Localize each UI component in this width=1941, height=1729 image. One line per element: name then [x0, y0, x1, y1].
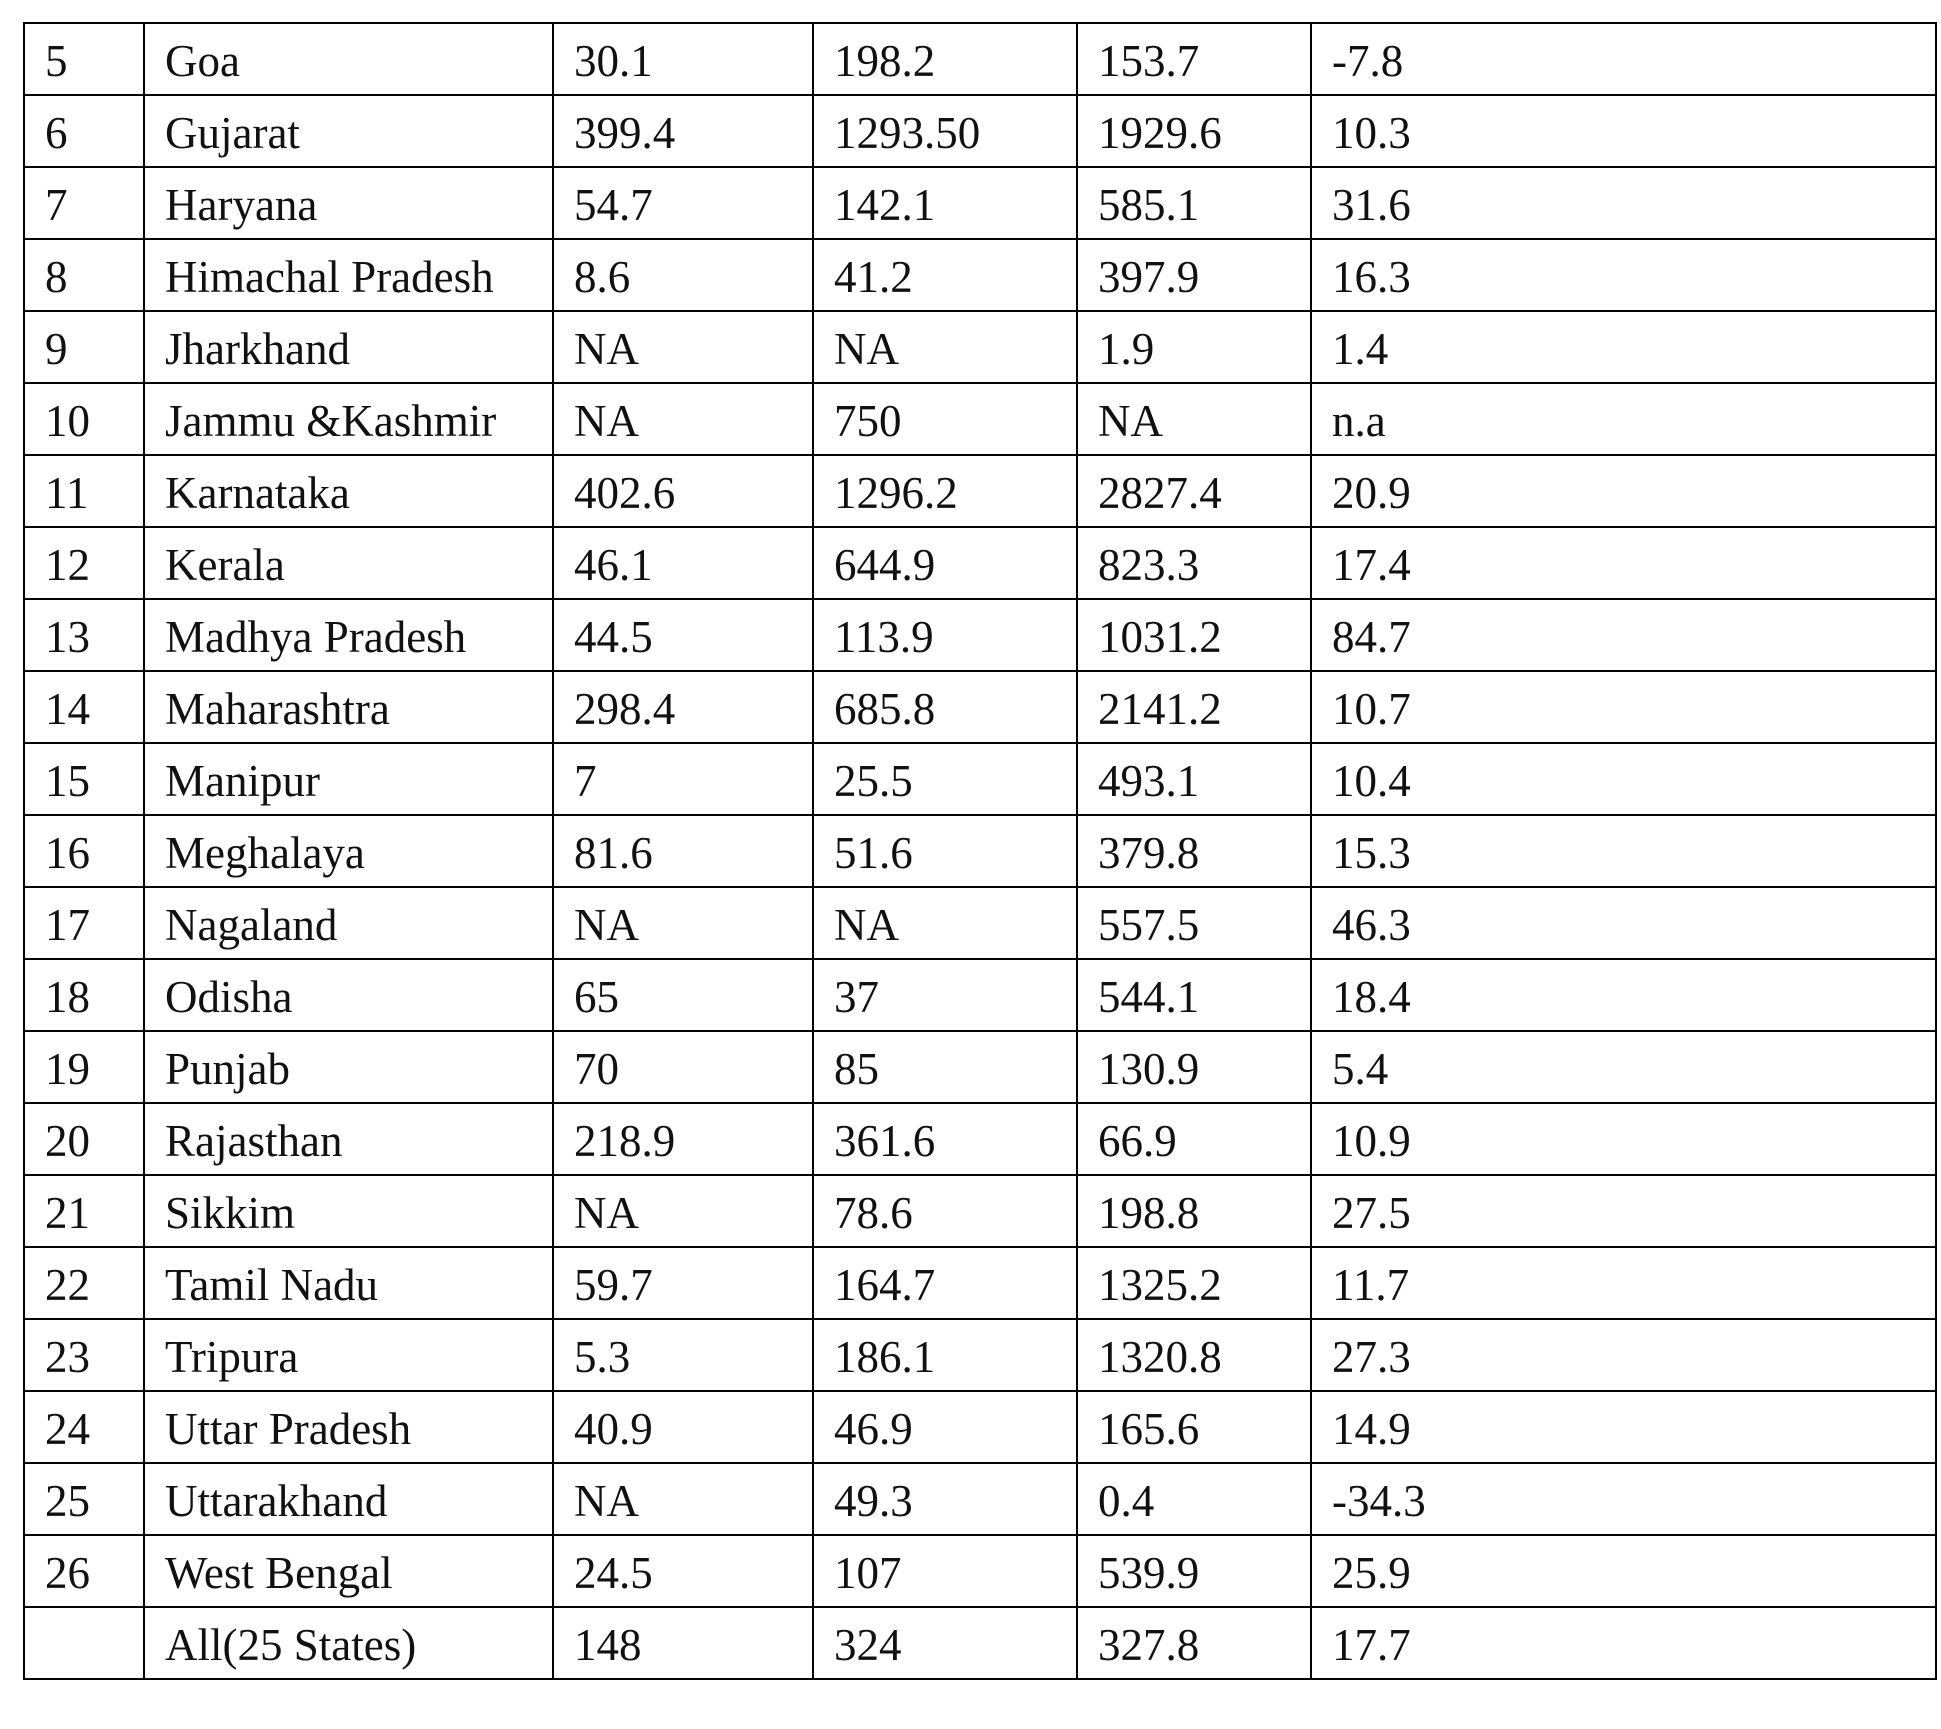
value-cell-col1: 70 — [553, 1031, 813, 1103]
value-cell-col1: NA — [553, 1175, 813, 1247]
value-cell-col4: 15.3 — [1311, 815, 1936, 887]
value-cell-col4: 10.7 — [1311, 671, 1936, 743]
table-row — [24, 1175, 1936, 1247]
value-cell-col2: 644.9 — [813, 527, 1077, 599]
state-name-cell: Sikkim — [144, 1175, 553, 1247]
state-name-cell: Madhya Pradesh — [144, 599, 553, 671]
value-cell-col2: 186.1 — [813, 1319, 1077, 1391]
state-name-cell: Jharkhand — [144, 311, 553, 383]
value-cell-col3: 0.4 — [1077, 1463, 1311, 1535]
value-cell-col3: 165.6 — [1077, 1391, 1311, 1463]
serial-number-cell: 21 — [24, 1175, 144, 1247]
serial-number-cell: 25 — [24, 1463, 144, 1535]
value-cell-col4: 10.9 — [1311, 1103, 1936, 1175]
state-name-cell: Odisha — [144, 959, 553, 1031]
value-cell-col4: 46.3 — [1311, 887, 1936, 959]
value-cell-col2: 107 — [813, 1535, 1077, 1607]
serial-number-cell — [24, 1607, 144, 1679]
table-row — [24, 23, 1936, 95]
state-name-cell: Tamil Nadu — [144, 1247, 553, 1319]
value-cell-col4: 10.3 — [1311, 95, 1936, 167]
serial-number-cell: 17 — [24, 887, 144, 959]
value-cell-col3: 539.9 — [1077, 1535, 1311, 1607]
state-name-cell: Nagaland — [144, 887, 553, 959]
value-cell-col3: 379.8 — [1077, 815, 1311, 887]
value-cell-col2: 1293.50 — [813, 95, 1077, 167]
value-cell-col4: 84.7 — [1311, 599, 1936, 671]
value-cell-col1: 402.6 — [553, 455, 813, 527]
value-cell-col3: NA — [1077, 383, 1311, 455]
table-row — [24, 1319, 1936, 1391]
state-name-cell: West Bengal — [144, 1535, 553, 1607]
value-cell-col4: -7.8 — [1311, 23, 1936, 95]
value-cell-col3: 66.9 — [1077, 1103, 1311, 1175]
table-row — [24, 1391, 1936, 1463]
value-cell-col2: NA — [813, 311, 1077, 383]
table-row — [24, 887, 1936, 959]
value-cell-col4: 1.4 — [1311, 311, 1936, 383]
value-cell-col1: NA — [553, 311, 813, 383]
serial-number-cell: 22 — [24, 1247, 144, 1319]
value-cell-col3: 557.5 — [1077, 887, 1311, 959]
table-body — [24, 23, 1936, 1679]
serial-number-cell: 23 — [24, 1319, 144, 1391]
value-cell-col4: 5.4 — [1311, 1031, 1936, 1103]
value-cell-col4: 14.9 — [1311, 1391, 1936, 1463]
table-row — [24, 815, 1936, 887]
value-cell-col3: 1325.2 — [1077, 1247, 1311, 1319]
value-cell-col4: 16.3 — [1311, 239, 1936, 311]
state-name-cell: Gujarat — [144, 95, 553, 167]
value-cell-col2: 324 — [813, 1607, 1077, 1679]
serial-number-cell: 14 — [24, 671, 144, 743]
value-cell-col3: 823.3 — [1077, 527, 1311, 599]
table-row — [24, 1535, 1936, 1607]
value-cell-col4: 18.4 — [1311, 959, 1936, 1031]
table-row — [24, 1607, 1936, 1679]
value-cell-col3: 130.9 — [1077, 1031, 1311, 1103]
serial-number-cell: 10 — [24, 383, 144, 455]
value-cell-col4: 31.6 — [1311, 167, 1936, 239]
state-name-cell: Haryana — [144, 167, 553, 239]
table-row — [24, 1103, 1936, 1175]
value-cell-col1: NA — [553, 383, 813, 455]
table-row — [24, 239, 1936, 311]
value-cell-col4: 27.5 — [1311, 1175, 1936, 1247]
state-name-cell: Kerala — [144, 527, 553, 599]
value-cell-col2: 85 — [813, 1031, 1077, 1103]
value-cell-col2: 164.7 — [813, 1247, 1077, 1319]
state-name-cell: Goa — [144, 23, 553, 95]
value-cell-col1: NA — [553, 887, 813, 959]
state-name-cell: Punjab — [144, 1031, 553, 1103]
value-cell-col3: 1929.6 — [1077, 95, 1311, 167]
value-cell-col4: 25.9 — [1311, 1535, 1936, 1607]
value-cell-col2: 113.9 — [813, 599, 1077, 671]
value-cell-col1: NA — [553, 1463, 813, 1535]
value-cell-col1: 59.7 — [553, 1247, 813, 1319]
value-cell-col3: 1320.8 — [1077, 1319, 1311, 1391]
value-cell-col3: 153.7 — [1077, 23, 1311, 95]
value-cell-col3: 2827.4 — [1077, 455, 1311, 527]
value-cell-col1: 24.5 — [553, 1535, 813, 1607]
serial-number-cell: 12 — [24, 527, 144, 599]
serial-number-cell: 8 — [24, 239, 144, 311]
serial-number-cell: 5 — [24, 23, 144, 95]
value-cell-col1: 399.4 — [553, 95, 813, 167]
value-cell-col4: 20.9 — [1311, 455, 1936, 527]
table-row — [24, 455, 1936, 527]
serial-number-cell: 24 — [24, 1391, 144, 1463]
value-cell-col3: 327.8 — [1077, 1607, 1311, 1679]
serial-number-cell: 20 — [24, 1103, 144, 1175]
serial-number-cell: 26 — [24, 1535, 144, 1607]
table-row — [24, 311, 1936, 383]
value-cell-col1: 298.4 — [553, 671, 813, 743]
value-cell-col1: 7 — [553, 743, 813, 815]
state-name-cell: Meghalaya — [144, 815, 553, 887]
serial-number-cell: 13 — [24, 599, 144, 671]
table-row — [24, 1247, 1936, 1319]
value-cell-col2: 25.5 — [813, 743, 1077, 815]
table-row — [24, 959, 1936, 1031]
table-row — [24, 527, 1936, 599]
value-cell-col3: 493.1 — [1077, 743, 1311, 815]
state-name-cell: Jammu &Kashmir — [144, 383, 553, 455]
value-cell-col1: 46.1 — [553, 527, 813, 599]
value-cell-col3: 397.9 — [1077, 239, 1311, 311]
state-name-cell: Tripura — [144, 1319, 553, 1391]
table-row — [24, 743, 1936, 815]
state-data-table — [23, 22, 1937, 1680]
value-cell-col1: 54.7 — [553, 167, 813, 239]
serial-number-cell: 9 — [24, 311, 144, 383]
value-cell-col4: n.a — [1311, 383, 1936, 455]
value-cell-col2: 37 — [813, 959, 1077, 1031]
value-cell-col4: -34.3 — [1311, 1463, 1936, 1535]
value-cell-col4: 17.7 — [1311, 1607, 1936, 1679]
state-name-cell: Manipur — [144, 743, 553, 815]
serial-number-cell: 7 — [24, 167, 144, 239]
value-cell-col2: 750 — [813, 383, 1077, 455]
serial-number-cell: 18 — [24, 959, 144, 1031]
value-cell-col1: 65 — [553, 959, 813, 1031]
value-cell-col1: 30.1 — [553, 23, 813, 95]
table-row — [24, 95, 1936, 167]
value-cell-col2: 78.6 — [813, 1175, 1077, 1247]
value-cell-col1: 5.3 — [553, 1319, 813, 1391]
value-cell-col2: 198.2 — [813, 23, 1077, 95]
value-cell-col3: 1.9 — [1077, 311, 1311, 383]
value-cell-col4: 10.4 — [1311, 743, 1936, 815]
serial-number-cell: 6 — [24, 95, 144, 167]
serial-number-cell: 16 — [24, 815, 144, 887]
value-cell-col3: 585.1 — [1077, 167, 1311, 239]
value-cell-col4: 17.4 — [1311, 527, 1936, 599]
state-name-cell: All(25 States) — [144, 1607, 553, 1679]
value-cell-col4: 27.3 — [1311, 1319, 1936, 1391]
value-cell-col1: 8.6 — [553, 239, 813, 311]
state-name-cell: Uttarakhand — [144, 1463, 553, 1535]
value-cell-col2: 51.6 — [813, 815, 1077, 887]
value-cell-col4: 11.7 — [1311, 1247, 1936, 1319]
value-cell-col2: 49.3 — [813, 1463, 1077, 1535]
value-cell-col1: 148 — [553, 1607, 813, 1679]
value-cell-col2: 46.9 — [813, 1391, 1077, 1463]
serial-number-cell: 11 — [24, 455, 144, 527]
value-cell-col2: 142.1 — [813, 167, 1077, 239]
value-cell-col2: 1296.2 — [813, 455, 1077, 527]
table-row — [24, 383, 1936, 455]
table-row — [24, 167, 1936, 239]
value-cell-col3: 544.1 — [1077, 959, 1311, 1031]
state-name-cell: Karnataka — [144, 455, 553, 527]
value-cell-col2: NA — [813, 887, 1077, 959]
serial-number-cell: 19 — [24, 1031, 144, 1103]
value-cell-col2: 41.2 — [813, 239, 1077, 311]
value-cell-col1: 218.9 — [553, 1103, 813, 1175]
value-cell-col3: 2141.2 — [1077, 671, 1311, 743]
value-cell-col1: 44.5 — [553, 599, 813, 671]
state-name-cell: Rajasthan — [144, 1103, 553, 1175]
state-name-cell: Himachal Pradesh — [144, 239, 553, 311]
state-name-cell: Maharashtra — [144, 671, 553, 743]
value-cell-col3: 198.8 — [1077, 1175, 1311, 1247]
table-row — [24, 599, 1936, 671]
table-row — [24, 1031, 1936, 1103]
value-cell-col1: 81.6 — [553, 815, 813, 887]
table-row — [24, 1463, 1936, 1535]
value-cell-col2: 685.8 — [813, 671, 1077, 743]
table-row — [24, 671, 1936, 743]
state-name-cell: Uttar Pradesh — [144, 1391, 553, 1463]
value-cell-col1: 40.9 — [553, 1391, 813, 1463]
value-cell-col2: 361.6 — [813, 1103, 1077, 1175]
serial-number-cell: 15 — [24, 743, 144, 815]
value-cell-col3: 1031.2 — [1077, 599, 1311, 671]
